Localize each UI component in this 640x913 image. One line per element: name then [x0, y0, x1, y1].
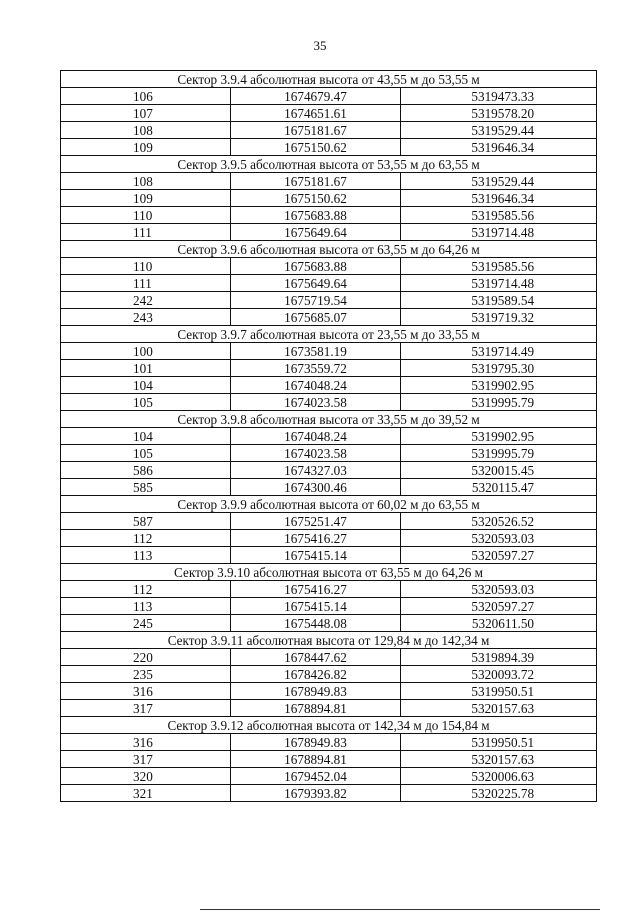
coordinate-x: 1674651.61	[231, 105, 401, 122]
coordinate-y: 5319646.34	[401, 190, 597, 207]
point-number: 586	[61, 462, 231, 479]
sector-title: Сектор 3.9.4 абсолютная высота от 43,55 м до 53,55 м	[61, 71, 597, 88]
point-number: 108	[61, 173, 231, 190]
sector-title: Сектор 3.9.6 абсолютная высота от 63,55 м до 64,26 м	[61, 241, 597, 258]
table-row	[61, 173, 597, 190]
point-number: 111	[61, 275, 231, 292]
point-number: 317	[61, 700, 231, 717]
coordinate-x: 1678894.81	[231, 751, 401, 768]
table-row	[61, 360, 597, 377]
sector-header-row	[61, 241, 597, 258]
coordinate-y: 5319894.39	[401, 649, 597, 666]
point-number: 235	[61, 666, 231, 683]
point-number: 113	[61, 547, 231, 564]
coordinate-y: 5319714.48	[401, 224, 597, 241]
table-row	[61, 88, 597, 105]
coordinate-x: 1675181.67	[231, 122, 401, 139]
point-number: 587	[61, 513, 231, 530]
coordinate-y: 5319902.95	[401, 377, 597, 394]
coordinate-x: 1678949.83	[231, 734, 401, 751]
sector-title: Сектор 3.9.8 абсолютная высота от 33,55 м до 39,52 м	[61, 411, 597, 428]
table-row	[61, 530, 597, 547]
coordinate-y: 5320611.50	[401, 615, 597, 632]
coordinate-y: 5320157.63	[401, 700, 597, 717]
coordinate-y: 5319646.34	[401, 139, 597, 156]
point-number: 110	[61, 207, 231, 224]
coordinates-table	[60, 70, 597, 802]
coordinate-x: 1675416.27	[231, 530, 401, 547]
coordinate-x: 1678949.83	[231, 683, 401, 700]
table-row	[61, 428, 597, 445]
sector-header-row	[61, 326, 597, 343]
coordinate-x: 1675415.14	[231, 547, 401, 564]
point-number: 316	[61, 734, 231, 751]
table-row	[61, 275, 597, 292]
point-number: 101	[61, 360, 231, 377]
page-bottom-line	[200, 909, 600, 910]
table-row	[61, 598, 597, 615]
point-number: 112	[61, 530, 231, 547]
table-row	[61, 343, 597, 360]
point-number: 104	[61, 377, 231, 394]
table-row	[61, 683, 597, 700]
point-number: 321	[61, 785, 231, 802]
coordinate-x: 1673581.19	[231, 343, 401, 360]
coordinate-x: 1675415.14	[231, 598, 401, 615]
page-number: 35	[313, 38, 327, 53]
sector-header-row	[61, 156, 597, 173]
point-number: 109	[61, 139, 231, 156]
sector-title: Сектор 3.9.10 абсолютная высота от 63,55 м до 64,26 м	[61, 564, 597, 581]
table-row	[61, 445, 597, 462]
table-row	[61, 258, 597, 275]
coordinate-y: 5319714.49	[401, 343, 597, 360]
coordinate-y: 5319795.30	[401, 360, 597, 377]
coordinate-x: 1675683.88	[231, 258, 401, 275]
coordinate-y: 5320006.63	[401, 768, 597, 785]
point-number: 100	[61, 343, 231, 360]
point-number: 108	[61, 122, 231, 139]
coordinate-x: 1675150.62	[231, 190, 401, 207]
coordinate-x: 1679452.04	[231, 768, 401, 785]
sector-header-row	[61, 71, 597, 88]
coordinate-x: 1675416.27	[231, 581, 401, 598]
table-row	[61, 734, 597, 751]
table-row	[61, 139, 597, 156]
coordinate-y: 5320597.27	[401, 598, 597, 615]
coordinate-x: 1675448.08	[231, 615, 401, 632]
table-row	[61, 377, 597, 394]
table-row	[61, 224, 597, 241]
table-row	[61, 122, 597, 139]
coordinate-y: 5319719.32	[401, 309, 597, 326]
coordinate-x: 1678426.82	[231, 666, 401, 683]
coordinate-x: 1674048.24	[231, 428, 401, 445]
table-row	[61, 207, 597, 224]
table-row	[61, 649, 597, 666]
coordinate-y: 5320015.45	[401, 462, 597, 479]
coordinate-y: 5319589.54	[401, 292, 597, 309]
coordinate-y: 5319585.56	[401, 207, 597, 224]
table-row	[61, 666, 597, 683]
sector-title: Сектор 3.9.12 абсолютная высота от 142,34 м до 154,84 м	[61, 717, 597, 734]
coordinate-x: 1678894.81	[231, 700, 401, 717]
point-number: 104	[61, 428, 231, 445]
coordinate-x: 1675719.54	[231, 292, 401, 309]
table-row	[61, 700, 597, 717]
table-row	[61, 751, 597, 768]
table-row	[61, 479, 597, 496]
point-number: 110	[61, 258, 231, 275]
coordinate-x: 1675685.07	[231, 309, 401, 326]
point-number: 585	[61, 479, 231, 496]
point-number: 111	[61, 224, 231, 241]
coordinate-x: 1674048.24	[231, 377, 401, 394]
sector-title: Сектор 3.9.11 абсолютная высота от 129,84 м до 142,34 м	[61, 632, 597, 649]
point-number: 105	[61, 394, 231, 411]
sector-title: Сектор 3.9.5 абсолютная высота от 53,55 м до 63,55 м	[61, 156, 597, 173]
coordinate-x: 1675649.64	[231, 224, 401, 241]
coordinate-x: 1679393.82	[231, 785, 401, 802]
coordinate-x: 1674679.47	[231, 88, 401, 105]
point-number: 242	[61, 292, 231, 309]
table-row	[61, 513, 597, 530]
coordinate-y: 5319950.51	[401, 683, 597, 700]
table-row	[61, 785, 597, 802]
point-number: 107	[61, 105, 231, 122]
table-row	[61, 394, 597, 411]
point-number: 105	[61, 445, 231, 462]
sector-header-row	[61, 632, 597, 649]
point-number: 317	[61, 751, 231, 768]
coordinate-y: 5319950.51	[401, 734, 597, 751]
coordinate-y: 5319529.44	[401, 122, 597, 139]
coordinate-x: 1675683.88	[231, 207, 401, 224]
point-number: 112	[61, 581, 231, 598]
coordinate-x: 1675251.47	[231, 513, 401, 530]
coordinate-y: 5319473.33	[401, 88, 597, 105]
sector-title: Сектор 3.9.7 абсолютная высота от 23,55 м до 33,55 м	[61, 326, 597, 343]
coordinates-table-body	[61, 71, 597, 802]
point-number: 320	[61, 768, 231, 785]
table-row	[61, 768, 597, 785]
coordinate-y: 5320115.47	[401, 479, 597, 496]
table-row	[61, 547, 597, 564]
coordinate-x: 1674327.03	[231, 462, 401, 479]
table-row	[61, 105, 597, 122]
coordinate-y: 5320093.72	[401, 666, 597, 683]
table-row	[61, 615, 597, 632]
point-number: 243	[61, 309, 231, 326]
coordinate-y: 5320593.03	[401, 530, 597, 547]
coordinate-y: 5320593.03	[401, 581, 597, 598]
coordinate-y: 5320157.63	[401, 751, 597, 768]
coordinate-y: 5320225.78	[401, 785, 597, 802]
table-row	[61, 309, 597, 326]
point-number: 220	[61, 649, 231, 666]
coordinate-x: 1674023.58	[231, 394, 401, 411]
coordinate-y: 5320597.27	[401, 547, 597, 564]
point-number: 316	[61, 683, 231, 700]
sector-title: Сектор 3.9.9 абсолютная высота от 60,02 м до 63,55 м	[61, 496, 597, 513]
coordinate-x: 1673559.72	[231, 360, 401, 377]
coordinate-x: 1675150.62	[231, 139, 401, 156]
point-number: 113	[61, 598, 231, 615]
table-row	[61, 581, 597, 598]
sector-header-row	[61, 564, 597, 581]
coordinate-y: 5319578.20	[401, 105, 597, 122]
coordinate-y: 5319585.56	[401, 258, 597, 275]
sector-header-row	[61, 411, 597, 428]
table-row	[61, 190, 597, 207]
coordinate-y: 5319995.79	[401, 394, 597, 411]
coordinate-x: 1675649.64	[231, 275, 401, 292]
coordinate-x: 1674023.58	[231, 445, 401, 462]
table-row	[61, 292, 597, 309]
point-number: 109	[61, 190, 231, 207]
coordinate-x: 1675181.67	[231, 173, 401, 190]
sector-header-row	[61, 717, 597, 734]
coordinate-y: 5320526.52	[401, 513, 597, 530]
coordinate-y: 5319529.44	[401, 173, 597, 190]
coordinate-x: 1674300.46	[231, 479, 401, 496]
coordinate-y: 5319714.48	[401, 275, 597, 292]
coordinate-y: 5319995.79	[401, 445, 597, 462]
sector-header-row	[61, 496, 597, 513]
coordinate-y: 5319902.95	[401, 428, 597, 445]
table-row	[61, 462, 597, 479]
point-number: 106	[61, 88, 231, 105]
coordinate-x: 1678447.62	[231, 649, 401, 666]
point-number: 245	[61, 615, 231, 632]
